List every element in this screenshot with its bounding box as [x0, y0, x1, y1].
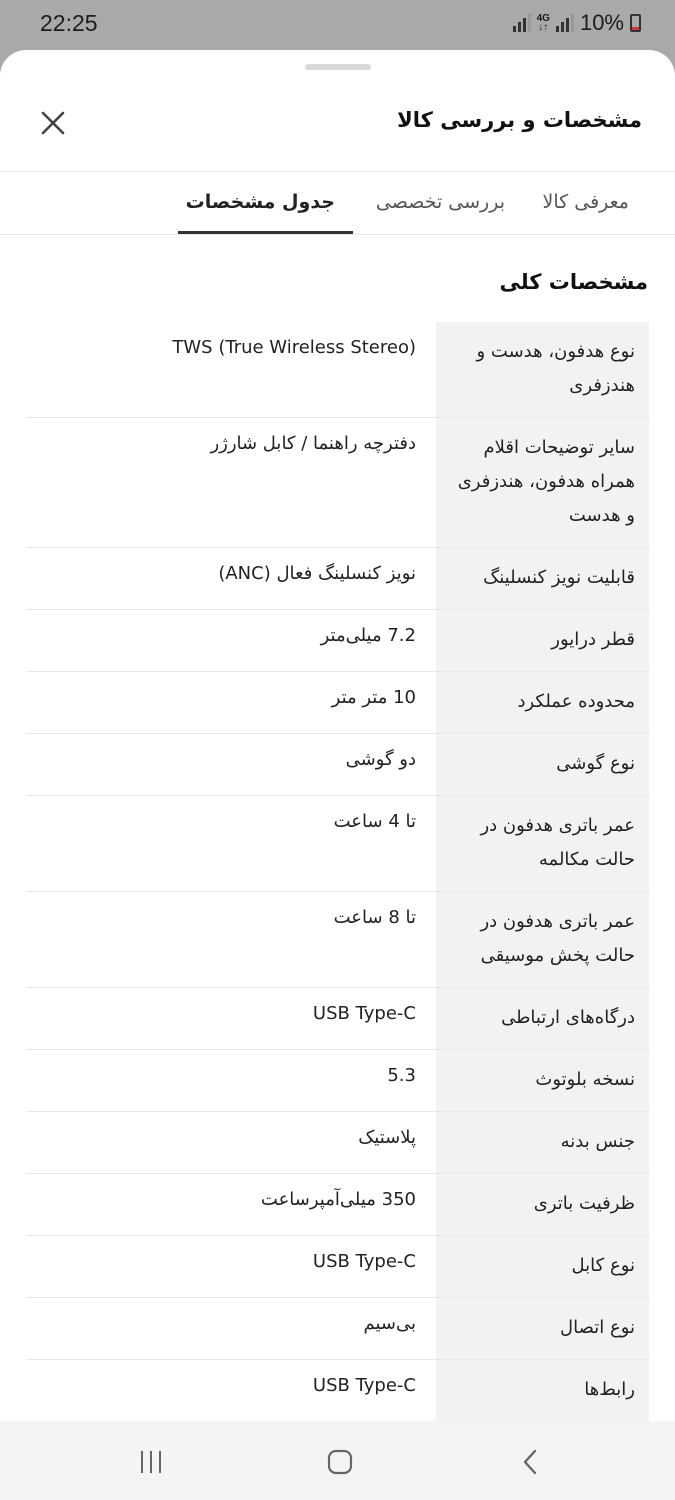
battery-icon	[630, 14, 641, 32]
spec-label: نوع کابل	[436, 1236, 649, 1297]
spec-row	[26, 418, 649, 548]
spec-row	[26, 548, 649, 610]
spec-label: سایر توضیحات اقلام همراه هدفون، هندزفری و هدست	[436, 418, 649, 547]
spec-value: 7.2 میلی‌متر	[320, 625, 416, 646]
close-icon	[40, 110, 66, 136]
sheet-title: مشخصات و بررسی کالا	[397, 108, 642, 132]
sheet-header	[0, 50, 675, 172]
status-bar	[0, 0, 675, 50]
navigation-bar	[0, 1421, 675, 1500]
spec-value: تا 4 ساعت	[333, 811, 416, 832]
spec-label: درگاه‌های ارتباطی	[436, 988, 649, 1049]
spec-value: پلاستیک	[358, 1127, 416, 1148]
tab-introduction[interactable]: معرفی کالا	[542, 191, 629, 213]
tab-expert-review[interactable]: بررسی تخصصی	[375, 191, 505, 213]
spec-label: عمر باتری هدفون در حالت مکالمه	[436, 796, 649, 891]
spec-value: 5.3	[387, 1065, 416, 1086]
spec-label: نوع هدفون، هدست و هندزفری	[436, 322, 649, 417]
section-title: مشخصات کلی	[499, 270, 648, 294]
spec-label: عمر باتری هدفون در حالت پخش موسیقی	[436, 892, 649, 987]
battery-percent: 10%	[579, 10, 624, 35]
tab-bar	[0, 171, 675, 235]
spec-row	[26, 988, 649, 1050]
spec-value: دو گوشی	[345, 749, 416, 770]
spec-value: USB Type-C	[312, 1375, 416, 1396]
back-button[interactable]	[510, 1445, 550, 1479]
recents-button[interactable]	[131, 1445, 171, 1479]
signal-icon	[513, 14, 531, 32]
spec-row	[26, 1112, 649, 1174]
spec-row	[26, 1236, 649, 1298]
spec-label: جنس بدنه	[436, 1112, 649, 1173]
spec-label: قطر درایور	[436, 610, 649, 671]
back-icon	[520, 1448, 540, 1476]
spec-label: قابلیت نویز کنسلینگ	[436, 548, 649, 609]
spec-value: USB Type-C	[312, 1003, 416, 1024]
spec-row	[26, 1050, 649, 1112]
spec-row	[26, 322, 649, 418]
spec-row	[26, 892, 649, 988]
spec-row	[26, 1298, 649, 1360]
spec-row	[26, 796, 649, 892]
close-button[interactable]	[36, 106, 70, 140]
home-icon	[326, 1448, 354, 1476]
spec-label: ظرفیت باتری	[436, 1174, 649, 1235]
spec-row	[26, 610, 649, 672]
spec-label: نوع گوشی	[436, 734, 649, 795]
spec-row	[26, 1360, 649, 1422]
spec-row	[26, 1174, 649, 1236]
spec-label: رابط‌ها	[436, 1360, 649, 1421]
spec-value: TWS (True Wireless Stereo)	[172, 337, 416, 358]
spec-row	[26, 734, 649, 796]
spec-value: 350 میلی‌آمپرساعت	[260, 1189, 416, 1210]
status-time: 22:25	[40, 10, 98, 36]
spec-value: نویز کنسلینگ فعال (ANC)	[218, 563, 416, 584]
spec-label: نسخه بلوتوث	[436, 1050, 649, 1111]
tab-specifications[interactable]: جدول مشخصات	[185, 191, 335, 213]
spec-value: بی‌سیم	[363, 1313, 416, 1334]
status-icons	[513, 10, 641, 36]
spec-row	[26, 672, 649, 734]
home-button[interactable]	[320, 1445, 360, 1479]
recents-icon	[136, 1449, 166, 1475]
spec-value: تا 8 ساعت	[333, 907, 416, 928]
active-tab-indicator	[178, 231, 353, 234]
spec-table	[26, 322, 649, 1500]
network-type: 4G ↓↑	[536, 13, 550, 33]
spec-value: 10 متر متر	[331, 687, 416, 708]
bottom-sheet	[0, 50, 675, 1500]
spec-value: USB Type-C	[312, 1251, 416, 1272]
signal-icon-2	[556, 14, 574, 32]
spec-label: محدوده عملکرد	[436, 672, 649, 733]
spec-value: دفترچه راهنما / کابل شارژر	[210, 433, 416, 454]
spec-label: نوع اتصال	[436, 1298, 649, 1359]
